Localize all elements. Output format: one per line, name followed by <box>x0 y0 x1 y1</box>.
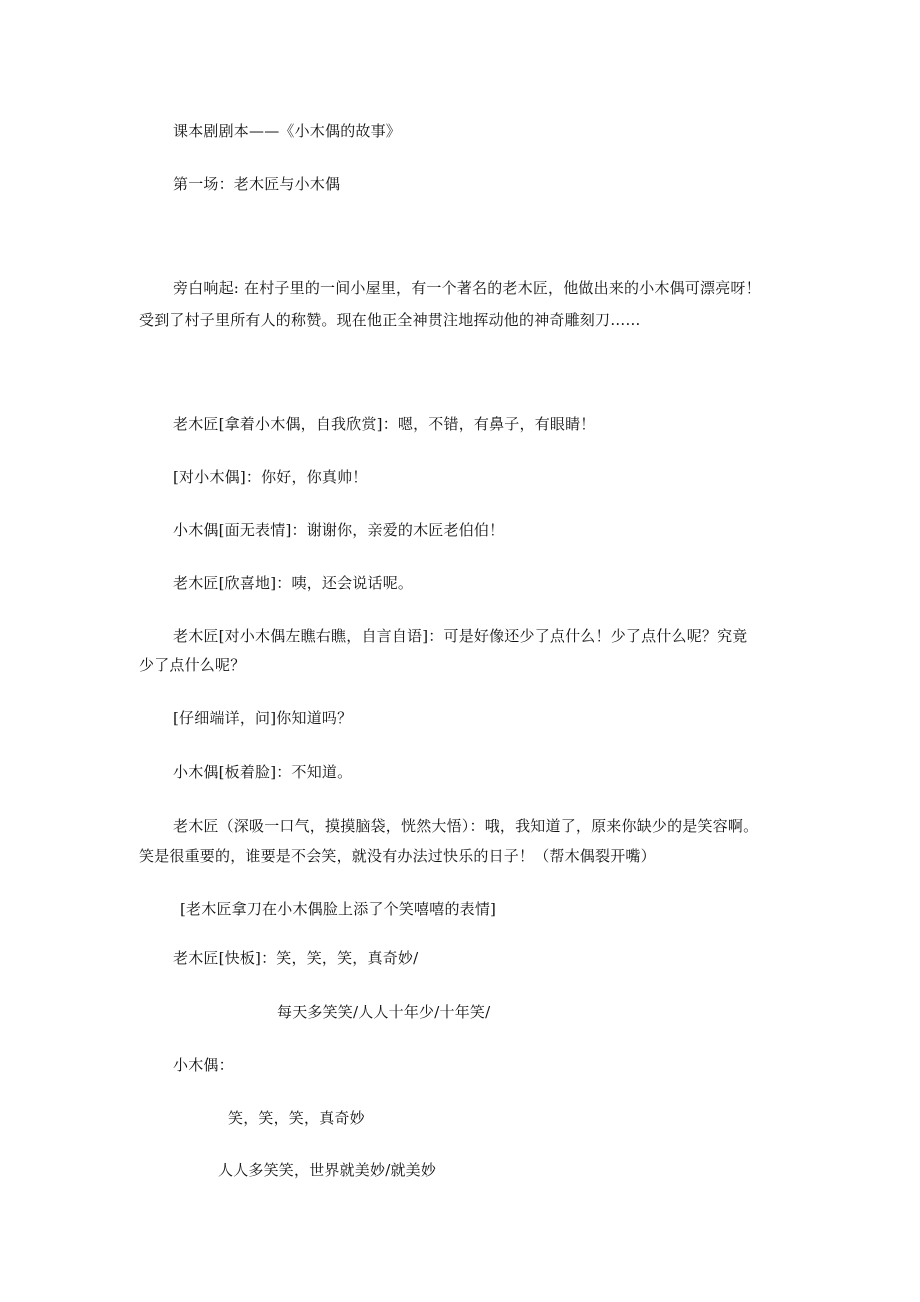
dialogue-line: 老木匠[快板]：笑，笑，笑，真奇妙/ <box>173 949 419 967</box>
scene-heading: 第一场：老木匠与小木偶 <box>173 175 341 193</box>
dialogue-line: 小木偶[板着脸]：不知道。 <box>173 763 353 781</box>
narration-line: 受到了村子里所有人的称赞。现在他正全神贯注地挥动他的神奇雕刻刀…… <box>139 311 641 329</box>
dialogue-line: [仔细端详，问]你知道吗？ <box>173 709 353 727</box>
document-title: 课本剧剧本——《小木偶的故事》 <box>173 122 402 140</box>
dialogue-line: 老木匠[拿着小木偶，自我欣赏]：嗯，不错，有鼻子，有眼睛！ <box>173 415 596 433</box>
dialogue-line: 少了点什么呢？ <box>139 656 246 674</box>
verse-line: 人人多笑笑，世界就美妙/就美妙 <box>218 1161 437 1179</box>
verse-line: 每天多笑笑/人人十年少/十年笑/ <box>277 1003 491 1021</box>
dialogue-line: 小木偶： <box>173 1056 234 1074</box>
narration-line: 旁白响起: 在村子里的一间小屋里，有一个著名的老木匠，他做出来的小木偶可漂亮呀！ <box>173 279 761 297</box>
verse-line: 笑，笑，笑，真奇妙 <box>228 1109 365 1127</box>
dialogue-line: 小木偶[面无表情]：谢谢你，亲爱的木匠老伯伯！ <box>173 521 505 539</box>
dialogue-line: 老木匠[欣喜地]：咦，还会说话呢。 <box>173 574 414 592</box>
dialogue-line: 笑是很重要的，谁要是不会笑，就没有办法过快乐的日子！（帮木偶裂开嘴） <box>139 847 656 865</box>
dialogue-line: 老木匠（深吸一口气，摸摸脑袋，恍然大悟）：哦，我知道了，原来你缺少的是笑容啊。 <box>173 817 759 835</box>
dialogue-line: 老木匠[对小木偶左瞧右瞧，自言自语]：可是好像还少了点什么！少了点什么呢？究竟 <box>173 627 748 645</box>
stage-direction: [老木匠拿刀在小木偶脸上添了个笑嘻嘻的表情] <box>180 900 497 918</box>
dialogue-line: [对小木偶]：你好，你真帅！ <box>173 468 368 486</box>
